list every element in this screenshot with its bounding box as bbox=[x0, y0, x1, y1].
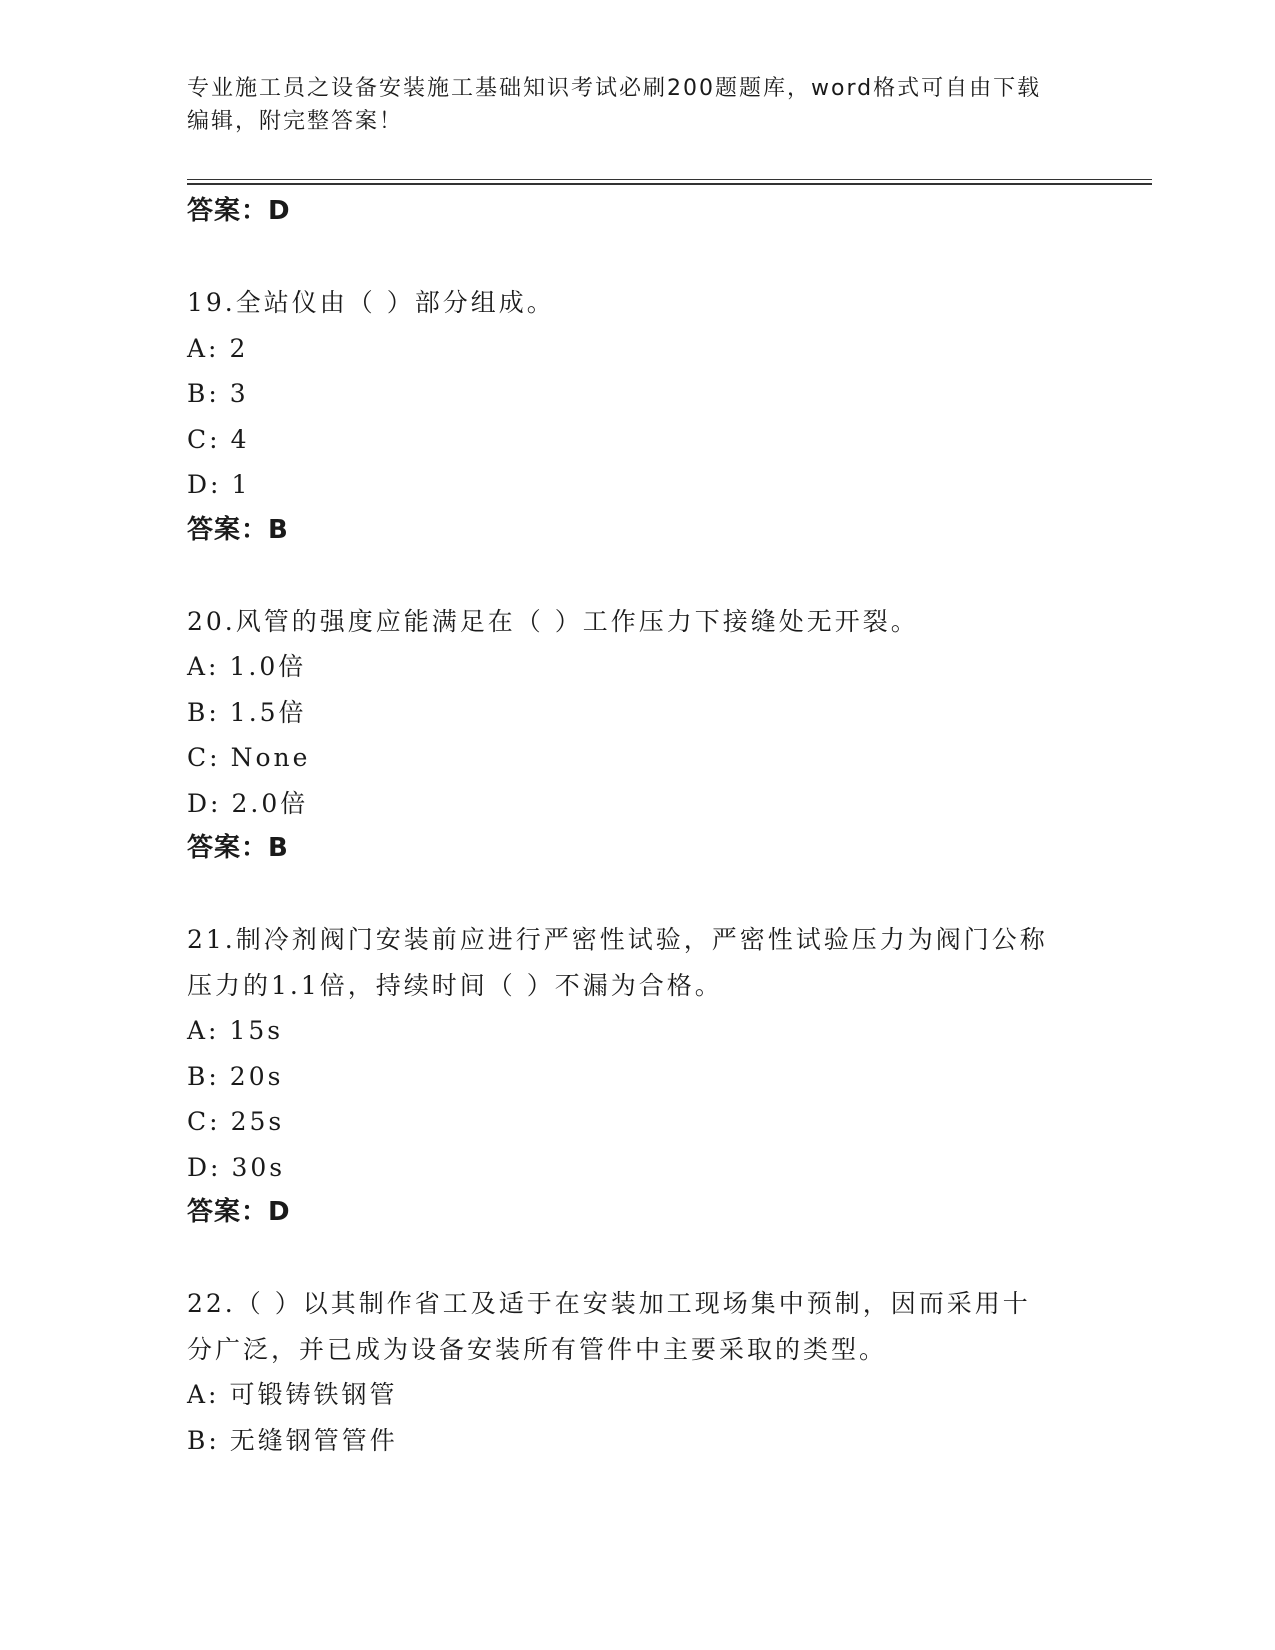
spacer bbox=[187, 1236, 1087, 1282]
question-21 bbox=[187, 917, 1087, 1236]
question-19 bbox=[187, 280, 1087, 553]
option-text: 可锻铸铁钢管 bbox=[229, 1380, 398, 1409]
option-label: B: bbox=[187, 1425, 220, 1455]
header-divider-thin bbox=[187, 179, 1152, 180]
option-text: 20s bbox=[229, 1061, 284, 1091]
option-text: 2.0倍 bbox=[231, 788, 309, 818]
question-20 bbox=[187, 599, 1087, 872]
question-stem bbox=[187, 1281, 1087, 1327]
option-b bbox=[187, 371, 1087, 417]
option-label: C: bbox=[187, 743, 221, 772]
answer: 答案：D bbox=[187, 1197, 291, 1227]
option-label: A: bbox=[187, 1380, 220, 1409]
option-d bbox=[187, 462, 1087, 508]
question-number: 22. bbox=[187, 1289, 236, 1318]
spacer bbox=[187, 235, 1087, 281]
option-label: A: bbox=[187, 1016, 220, 1045]
question-number: 21. bbox=[187, 925, 236, 954]
option-text: 15s bbox=[229, 1016, 284, 1045]
option-b bbox=[187, 1418, 1087, 1464]
option-text: 25s bbox=[230, 1107, 285, 1136]
option-label: B: bbox=[187, 1061, 220, 1091]
option-b bbox=[187, 690, 1087, 736]
previous-answer: 答案：D bbox=[187, 196, 291, 226]
header-divider-thick bbox=[187, 183, 1152, 185]
option-text: 3 bbox=[229, 379, 249, 408]
option-label: D: bbox=[187, 788, 222, 818]
header-title-line-1: 专业施工员之设备安装施工基础知识考试必刷200题题库，word格式可自由下载 bbox=[187, 76, 1042, 101]
question-list bbox=[187, 189, 1087, 1463]
option-b bbox=[187, 1054, 1087, 1100]
option-text: 无缝钢管管件 bbox=[229, 1425, 398, 1455]
option-c bbox=[187, 735, 1087, 781]
question-number: 20. bbox=[187, 606, 236, 636]
option-text: 4 bbox=[230, 424, 250, 454]
question-stem-continued: 压力的1.1倍，持续时间（ ）不漏为合格。 bbox=[187, 970, 723, 1000]
option-a bbox=[187, 644, 1087, 690]
answer: 答案：B bbox=[187, 833, 289, 863]
option-text: 1.5倍 bbox=[229, 697, 307, 727]
header-title-line-2: 编辑，附完整答案！ bbox=[187, 109, 404, 134]
question-22 bbox=[187, 1281, 1087, 1463]
option-text: 2 bbox=[229, 333, 249, 363]
question-text: 制冷剂阀门安装前应进行严密性试验，严密性试验压力为阀门公称 bbox=[235, 925, 1048, 954]
option-label: B: bbox=[187, 379, 220, 408]
spacer bbox=[187, 872, 1087, 918]
option-label: D: bbox=[187, 1152, 222, 1182]
option-text: 1.0倍 bbox=[229, 652, 307, 681]
option-a bbox=[187, 326, 1087, 372]
question-text: 风管的强度应能满足在（ ）工作压力下接缝处无开裂。 bbox=[235, 606, 919, 636]
option-a bbox=[187, 1372, 1087, 1418]
option-label: B: bbox=[187, 697, 220, 727]
option-text: 1 bbox=[231, 470, 251, 499]
document-header bbox=[187, 72, 1067, 138]
question-stem bbox=[187, 917, 1087, 963]
option-c bbox=[187, 1099, 1087, 1145]
question-stem-continued: 分广泛，并已成为设备安装所有管件中主要采取的类型。 bbox=[187, 1334, 888, 1364]
question-text: 全站仪由（ ）部分组成。 bbox=[235, 288, 555, 317]
option-text: None bbox=[230, 743, 311, 772]
answer: 答案：B bbox=[187, 514, 289, 545]
question-stem bbox=[187, 280, 1087, 326]
option-label: D: bbox=[187, 470, 222, 499]
option-label: C: bbox=[187, 1107, 221, 1136]
question-text: （ ）以其制作省工及适于在安装加工现场集中预制，因而采用十 bbox=[235, 1289, 1031, 1318]
option-text: 30s bbox=[231, 1152, 286, 1182]
option-label: C: bbox=[187, 424, 221, 454]
option-label: A: bbox=[187, 333, 220, 363]
option-d bbox=[187, 781, 1087, 827]
question-number: 19. bbox=[187, 288, 236, 317]
option-a bbox=[187, 1008, 1087, 1054]
question-stem bbox=[187, 599, 1087, 645]
option-c bbox=[187, 417, 1087, 463]
option-label: A: bbox=[187, 652, 220, 681]
spacer bbox=[187, 553, 1087, 599]
option-d bbox=[187, 1145, 1087, 1191]
